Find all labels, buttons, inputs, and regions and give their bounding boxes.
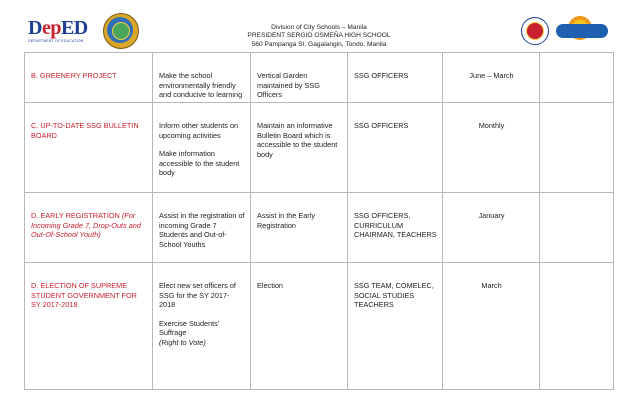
objective-text: Elect new set officers of SSG for the SY 2017-2018 bbox=[159, 281, 236, 310]
table-row bbox=[25, 103, 614, 193]
strategy-cell: Assist in the Early Registration bbox=[251, 193, 348, 263]
objective-cell bbox=[153, 193, 251, 263]
time-frame-cell: January bbox=[443, 193, 540, 263]
objective-text: Make information accessible to the student body bbox=[159, 149, 240, 178]
strategy-cell: Election bbox=[251, 263, 348, 390]
project-letter: C. bbox=[31, 121, 39, 130]
time-frame-cell: Monthly bbox=[443, 103, 540, 193]
project-title: GREENERY PROJECT bbox=[37, 71, 117, 80]
document-header bbox=[0, 0, 638, 52]
project-title: ELECTION OF SUPREME STUDENT GOVERNMENT FOR SY 2017-2018 bbox=[31, 281, 137, 310]
project-cell bbox=[25, 193, 153, 263]
remarks-cell bbox=[540, 263, 614, 390]
persons-cell: SSG TEAM, COMELEC, SOCIAL STUDIES TEACHERS bbox=[348, 263, 443, 390]
strategy-cell: Vertical Garden maintained by SSG Officers bbox=[251, 53, 348, 103]
objective-text: Assist in the registration of incoming Grade 7 Students and Out-of-School Youths bbox=[159, 211, 245, 249]
project-letter: B. bbox=[31, 71, 38, 80]
table-row bbox=[25, 263, 614, 390]
table-row bbox=[25, 193, 614, 263]
objective-cell bbox=[153, 263, 251, 390]
persons-cell: SSG OFFICERS bbox=[348, 53, 443, 103]
objective-text: Exercise Students' Suffrage bbox=[159, 318, 220, 338]
project-letter: D. bbox=[31, 211, 39, 220]
project-title: EARLY REGISTRATION bbox=[38, 211, 122, 220]
division-seal-icon bbox=[103, 13, 139, 49]
action-plan-table bbox=[24, 52, 614, 390]
deped-logo: DepED DEPARTMENT OF EDUCATION bbox=[28, 18, 90, 44]
project-cell bbox=[25, 103, 153, 193]
time-frame-cell: June – March bbox=[443, 53, 540, 103]
persons-cell: SSG OFFICERS bbox=[348, 103, 443, 193]
objective-note: (Right to Vote) bbox=[159, 337, 206, 347]
project-title: UP-TO-DATE SSG BULLETIN BOARD bbox=[31, 121, 139, 140]
sun-banner-logo-icon bbox=[556, 14, 608, 46]
objective-text: Inform other students on upcoming activities bbox=[159, 121, 239, 140]
remarks-cell bbox=[540, 193, 614, 263]
strategy-cell: Maintain an informative Bulletin Board which is accessible to the student body bbox=[251, 103, 348, 193]
school-heading bbox=[190, 24, 448, 49]
school-seal-icon bbox=[521, 17, 549, 45]
project-cell bbox=[25, 53, 153, 103]
division-line: Division of City Schools – Manila bbox=[271, 24, 367, 31]
objective-text: Make the school environmentally friendly and conducive to learning bbox=[159, 71, 243, 100]
deped-logo-subtitle: DEPARTMENT OF EDUCATION bbox=[28, 39, 84, 43]
objective-cell bbox=[153, 53, 251, 103]
table-row bbox=[25, 53, 614, 103]
school-address: 560 Pampanga St. Gagalangin, Tondo, Manila bbox=[251, 40, 387, 48]
remarks-cell bbox=[540, 103, 614, 193]
time-frame-cell: March bbox=[443, 263, 540, 390]
persons-cell: SSG OFFICERS, CURRICULUM CHAIRMAN, TEACHERS bbox=[348, 193, 443, 263]
remarks-cell bbox=[540, 53, 614, 103]
school-name: PRESIDENT SERGIO OSMEÑA HIGH SCHOOL bbox=[247, 32, 391, 40]
project-title-note: (For Incoming Grade 7, Drop-Outs and Out-Of-School Youth) bbox=[31, 211, 141, 240]
project-letter: D. bbox=[31, 281, 39, 290]
objective-cell bbox=[153, 103, 251, 193]
project-cell bbox=[25, 263, 153, 390]
